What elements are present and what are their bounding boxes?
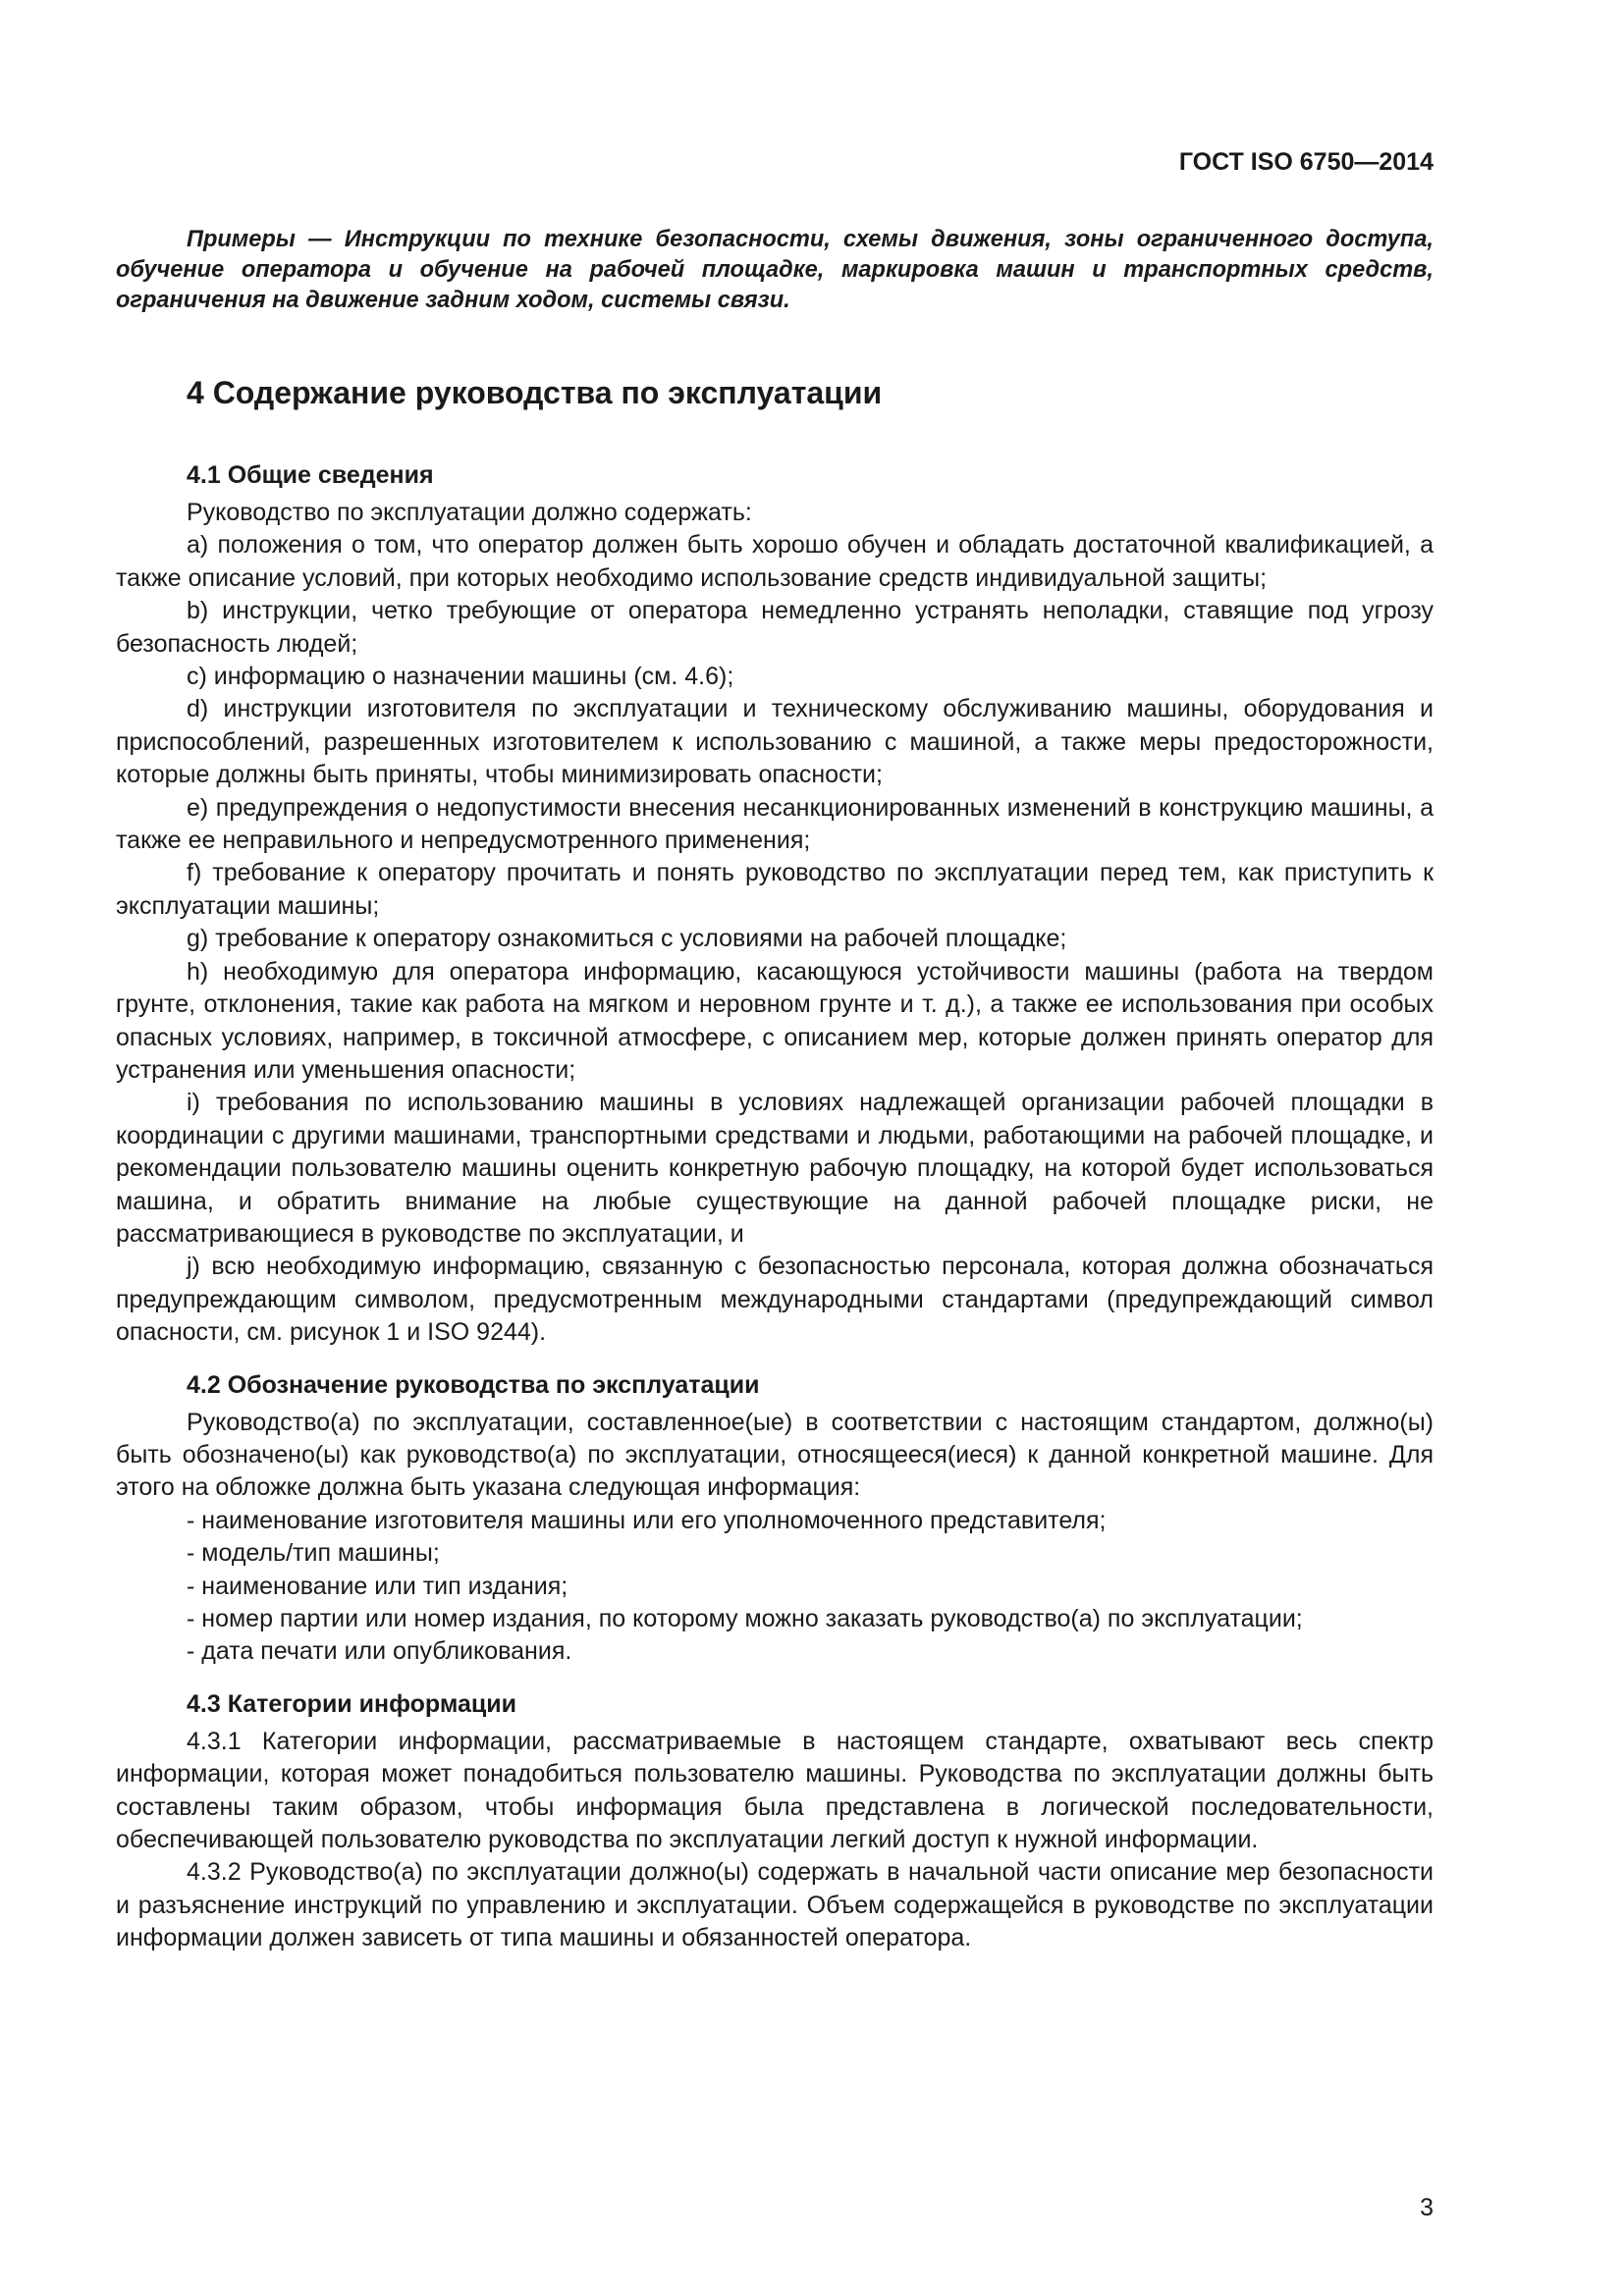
document-body — [116, 361, 1434, 1955]
clause-4-3-2: 4.3.2 Руководство(а) по эксплуатации должно(ы) содержать в начальной части описание мер безопасности и разъяснение инструкций по управлению и эксплуатации. Объем содержащейся в руководстве по эксплуатации информации должен зависеть от типа машины и обязанностей оператора. — [116, 1858, 1434, 1952]
cover-info-item: - модель/тип машины; — [187, 1539, 440, 1568]
cover-info-item: - наименование изготовителя машины или его уполномоченного представителя; — [187, 1506, 1107, 1534]
list-item-j: j) всю необходимую информацию, связанную с безопасностью персонала, которая должна обозначаться предупреждающим символом, предусмотренным международными стандартами (предупреждающий символ опасности, см. рисунок 1 и ISO 9244). — [116, 1253, 1434, 1347]
cover-info-item: - наименование или тип издания; — [187, 1572, 568, 1600]
list-item-g: g) требование к оператору ознакомиться с условиями на рабочей площадке; — [187, 925, 1067, 953]
section-4-1-title: 4.1 Общие сведения — [187, 461, 434, 489]
list-item-e: е) предупреждения о недопустимости внесения несанкционированных изменений в конструкцию машины, а также ее неправильного и непредусмотренного применения; — [116, 793, 1434, 855]
section-4-3-title: 4.3 Категории информации — [187, 1689, 517, 1718]
section-4-2-title: 4.2 Обозначение руководства по эксплуатации — [187, 1370, 760, 1399]
section-4-title: 4 Содержание руководства по эксплуатации — [187, 375, 883, 410]
list-item-d: d) инструкции изготовителя по эксплуатации и техническому обслуживанию машины, оборудования и приспособлений, разрешенных изготовителем к использованию с машиной, а также меры предосторожности, которые должны быть приняты, чтобы минимизировать опасности; — [116, 695, 1434, 789]
clause-4-3-1: 4.3.1 Категории информации, рассматриваемые в настоящем стандарте, охватывают весь спектр информации, которая может понадобиться пользователю машины. Руководства по эксплуатации должны быть составлены таким образом, чтобы информация была представлена в логической последовательности, обеспечивающей пользователю руководства по эксплуатации легкий доступ к нужной информации. — [116, 1727, 1434, 1854]
list-item-h: h) необходимую для оператора информацию, касающуюся устойчивости машины (работа на твердом грунте, отклонения, такие как работа на мягком и неровном грунте и т. д.), а также ее использования при особых опасных условиях, например, в токсичной атмосфере, с описанием мер, которые должен принять оператор для устранения или уменьшения опасности; — [116, 957, 1434, 1084]
section-4-1-intro: Руководство по эксплуатации должно содержать: — [187, 499, 752, 526]
list-item-c: с) информацию о назначении машины (см. 4.6); — [187, 663, 734, 691]
document-header: ГОСТ ISO 6750—2014 — [1178, 148, 1434, 176]
list-item-b: b) инструкции, четко требующие от оператора немедленно устранять неполадки, ставящие под угрозу безопасность людей; — [116, 597, 1434, 658]
cover-info-item: - номер партии или номер издания, по которому можно заказать руководство(а) по эксплуатации; — [187, 1605, 1303, 1632]
list-item-i: i) требования по использованию машины в условиях надлежащей организации рабочей площадки в координации с другими машинами, транспортными средствами и людьми, работающими на рабочей площадке, и рекомендации пользователю машины оценить конкретную рабочую площадку, на которой будет использоваться машина, и обратить внимание на любые существующие на данной рабочей площадке риски, не рассматривающиеся в руководстве по эксплуатации, и — [116, 1089, 1434, 1248]
section-4-2-paragraph: Руководство(а) по эксплуатации, составленное(ые) в соответствии с настоящим стандартом, должно(ы) быть обозначено(ы) как руководство(а) по эксплуатации, относящееся(иеся) к данной конкретной машине. Для этого на обложке должна быть указана следующая информация: — [116, 1408, 1434, 1502]
list-item-f: f) требование к оператору прочитать и понять руководство по эксплуатации перед тем, как приступить к эксплуатации машины; — [116, 859, 1434, 920]
list-item-a: а) положения о том, что оператор должен быть хорошо обучен и обладать достаточной квалификацией, а также описание условий, при которых необходимо использование средств индивидуальной защиты; — [116, 531, 1434, 592]
page-number: 3 — [1420, 2194, 1434, 2221]
examples-note: Примеры — Инструкции по технике безопасности, схемы движения, зоны ограниченного доступа, обучение оператора и обучение на рабочей площадке, маркировка машин и транспортных средств, ограничения на движение задним ходом, системы связи. — [116, 227, 1434, 313]
cover-info-item: - дата печати или опубликования. — [187, 1637, 572, 1666]
